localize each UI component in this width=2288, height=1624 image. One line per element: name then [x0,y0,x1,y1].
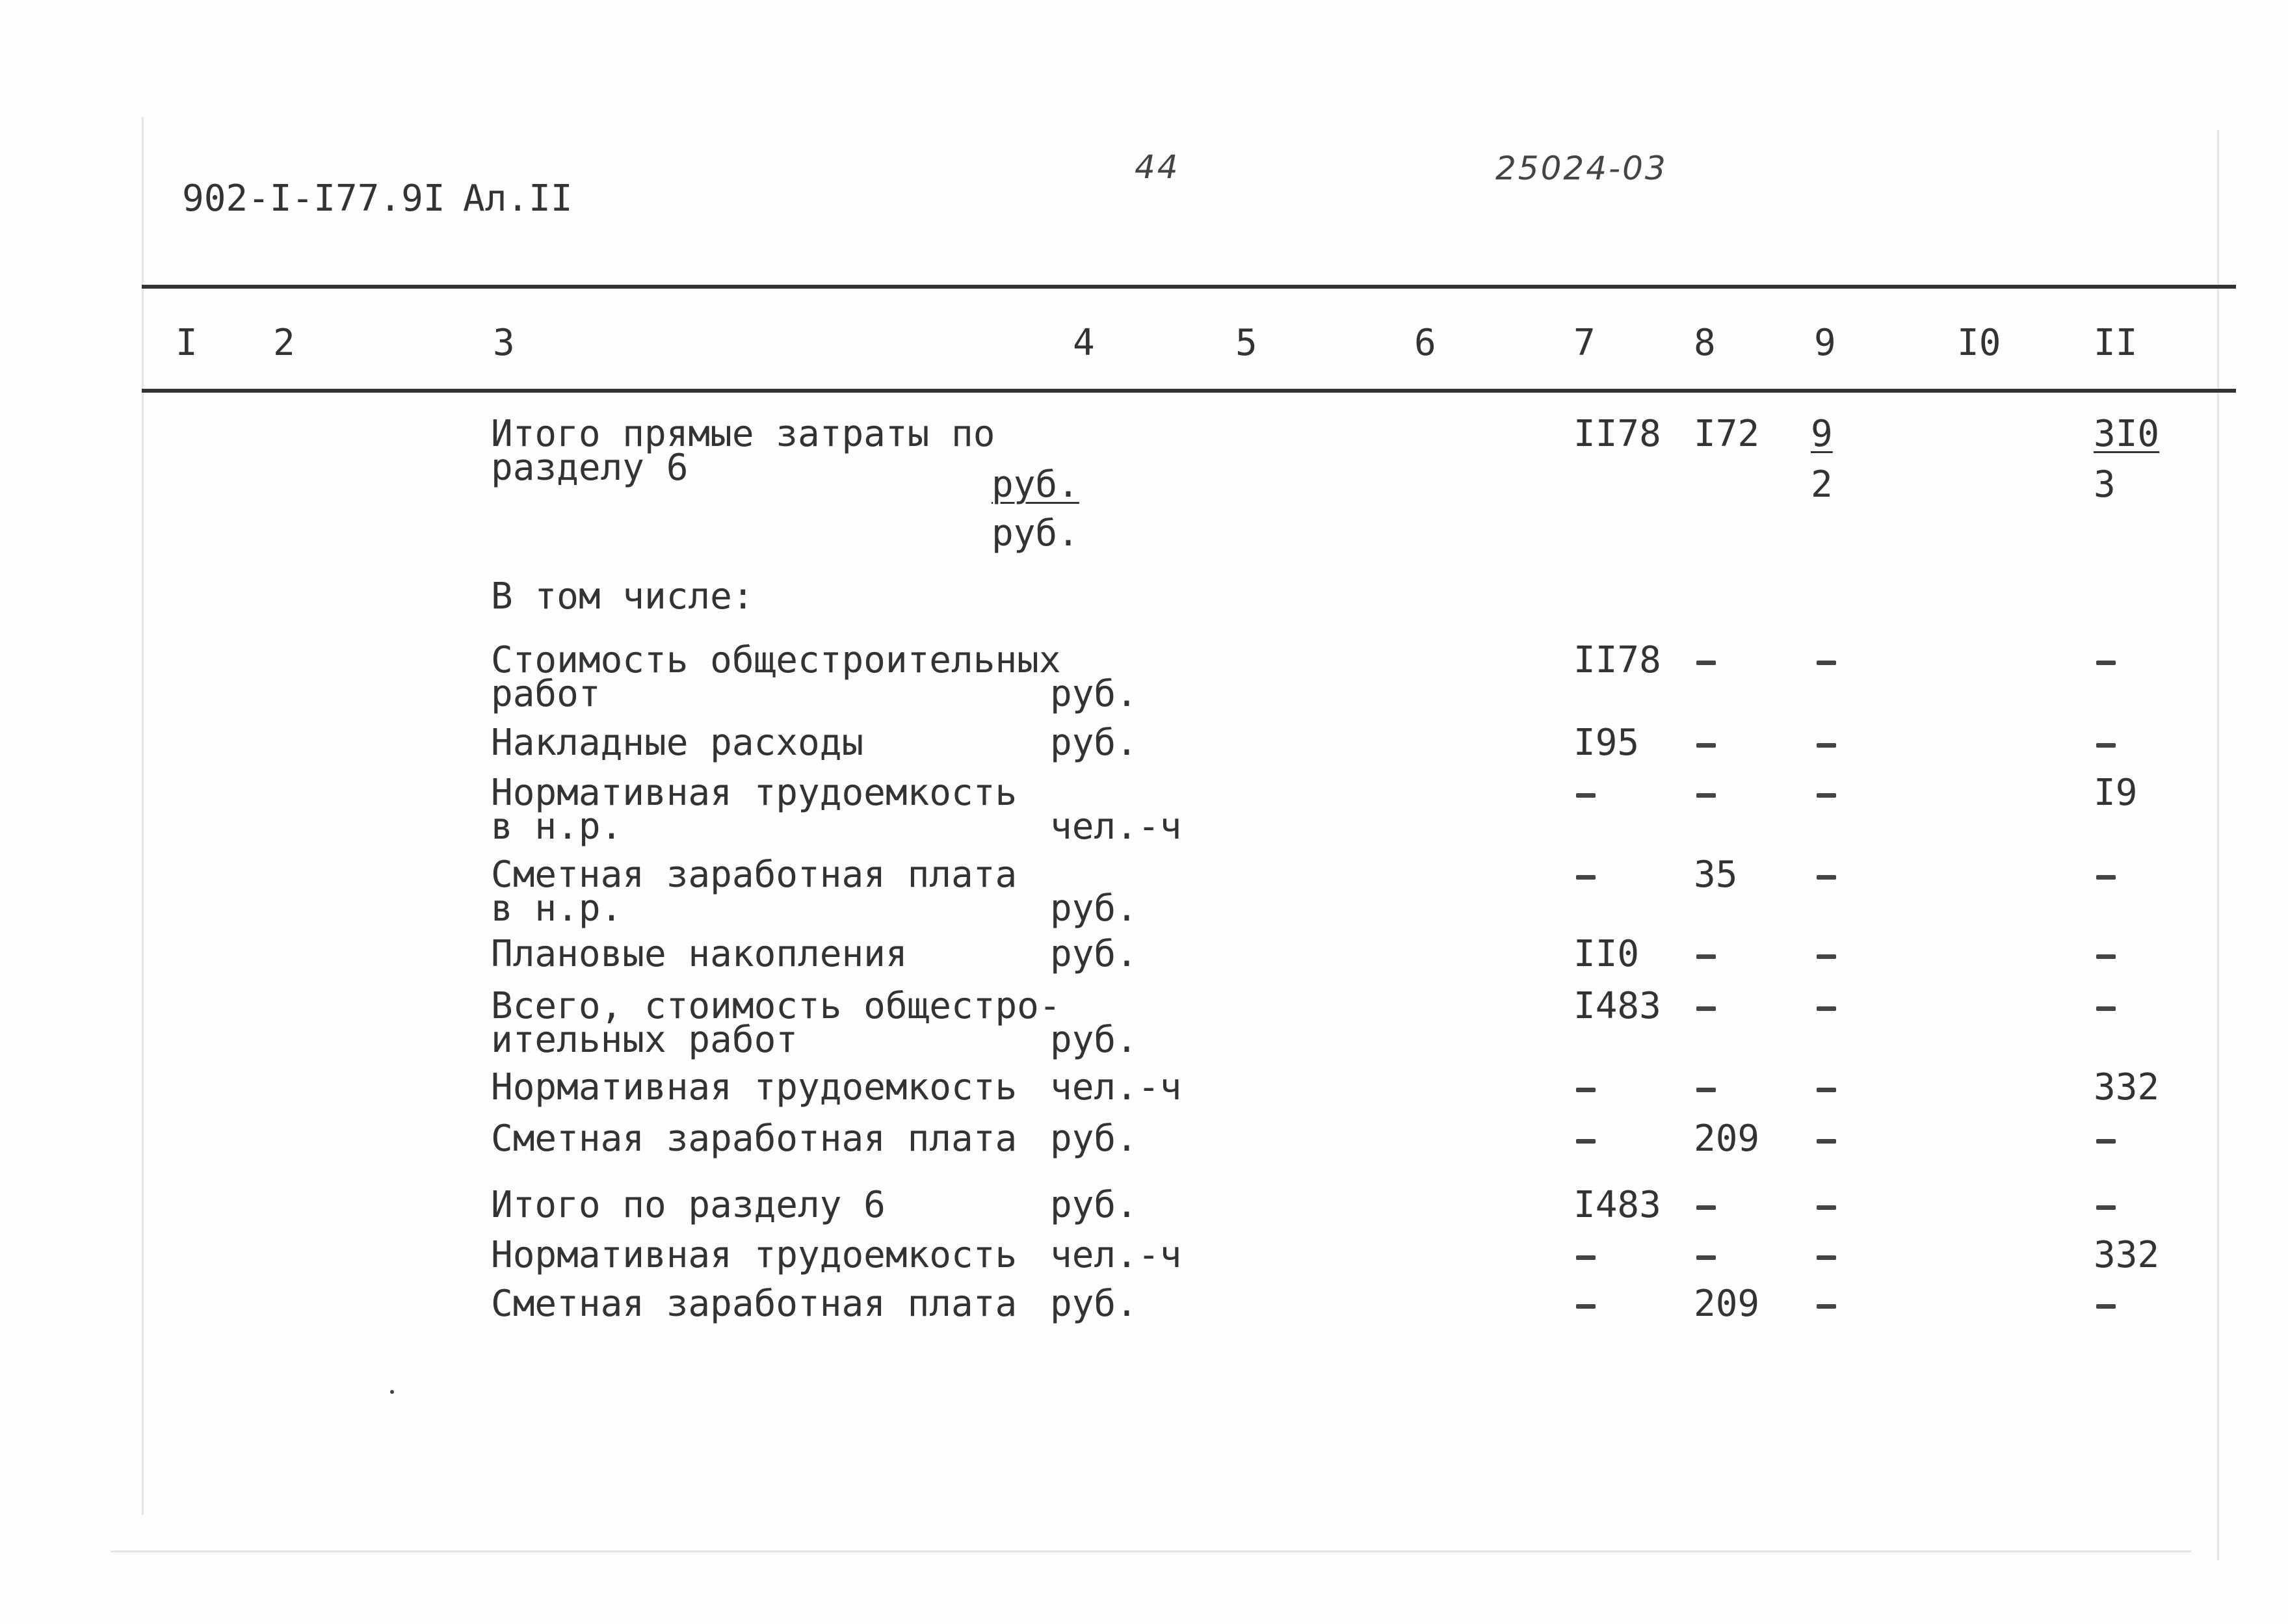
inventory-number: 25024-03 [1495,150,1668,187]
empty-dash-c11 [2096,1304,2116,1309]
row-unit: чел.-ч [1050,1066,1182,1108]
row-label-line: Сметная заработная плата [491,1283,1018,1325]
row-label-line: Сметная заработная плата [491,854,1018,896]
empty-dash-c7 [1576,1088,1596,1092]
row-unit: чел.-ч [1050,1234,1182,1276]
empty-dash-c7 [1576,1139,1596,1144]
cell-value-c7: II0 [1573,933,1640,975]
scan-speck [390,1390,394,1394]
empty-dash-c11 [2096,875,2116,880]
empty-dash-c8 [1696,793,1716,798]
cell-value-c8: 35 [1694,854,1738,896]
column-header-col-10: I0 [1957,322,2001,364]
scan-edge-right [2217,130,2219,1560]
summary-col11-bottom: 3 [2094,464,2116,506]
row-label-line: Итого по разделу 6 [491,1184,886,1226]
empty-dash-c9 [1817,743,1836,748]
row-label-line: работ [491,673,601,715]
empty-dash-c8 [1696,1088,1716,1092]
row-unit: чел.-ч [1050,805,1182,848]
column-header-col-8: 8 [1694,322,1716,364]
column-header-col-11: II [2094,322,2138,364]
cell-value-c11: I9 [2094,772,2138,814]
row-label-line: в н.р. [491,887,623,930]
empty-dash-c7 [1576,1304,1596,1309]
cell-value-c7: I483 [1573,985,1661,1027]
row-label-line: в н.р. [491,805,623,848]
row-unit: руб. [1050,1118,1138,1160]
row-unit: руб. [1050,722,1138,764]
empty-dash-c9 [1817,1304,1836,1309]
row-label-line: Плановые накопления [491,933,908,975]
row-unit: руб. [1050,673,1138,715]
empty-dash-c9 [1817,875,1836,880]
summary-label-line1: Итого прямые затраты по [491,413,995,455]
row-unit: руб. [1050,1184,1138,1226]
summary-label-line2: разделу 6 [491,447,689,489]
row-label-line: Нормативная трудоемкость [491,772,1018,814]
empty-dash-c9 [1817,661,1836,665]
cell-value-c8: 209 [1694,1118,1760,1160]
cell-value-c7: I95 [1573,722,1640,764]
cell-value-c11: 332 [2094,1234,2160,1276]
empty-dash-c11 [2096,1205,2116,1210]
empty-dash-c11 [2096,954,2116,959]
row-label-line: Стоимость общестроительных [491,639,1061,681]
sheet-label: Ал.II [463,177,573,220]
column-header-col-1: I [176,322,198,364]
summary-unit-2: руб. [992,512,1079,555]
row-label-line: Нормативная трудоемкость [491,1066,1018,1108]
summary-col9-top: 9 [1811,413,1833,455]
cell-value-c8: 209 [1694,1283,1760,1325]
row-unit: руб. [1050,1283,1138,1325]
row-unit: руб. [1050,933,1138,975]
empty-dash-c8 [1696,1006,1716,1011]
empty-dash-c8 [1696,661,1716,665]
table-header-bottom-rule [142,389,2236,393]
row-label-line: ительных работ [491,1019,798,1061]
empty-dash-c9 [1817,793,1836,798]
empty-dash-c8 [1696,1255,1716,1260]
column-header-col-9: 9 [1814,322,1836,364]
row-label-line: Нормативная трудоемкость [491,1234,1018,1276]
column-header-col-4: 4 [1073,322,1095,364]
table-top-rule [142,285,2236,289]
summary-col11-top: 3I0 [2094,413,2160,455]
column-header-col-2: 2 [273,322,295,364]
document-code: 902-I-I77.9I [182,177,445,220]
column-header-col-7: 7 [1573,322,1596,364]
empty-dash-c11 [2096,661,2116,665]
summary-col8: I72 [1694,413,1760,455]
cell-value-c7: I483 [1573,1184,1661,1226]
row-label-line: Накладные расходы [491,722,864,764]
empty-dash-c8 [1696,743,1716,748]
summary-col7: II78 [1573,413,1661,455]
empty-dash-c9 [1817,1255,1836,1260]
including-label: В том числе: [491,575,754,618]
empty-dash-c7 [1576,1255,1596,1260]
empty-dash-c7 [1576,875,1596,880]
scan-edge-bottom [111,1551,2191,1552]
empty-dash-c8 [1696,954,1716,959]
empty-dash-c11 [2096,1006,2116,1011]
row-label-line: Всего, стоимость общестро- [491,985,1061,1027]
summary-unit-1: руб. [992,464,1079,506]
page-number: 44 [1135,148,1180,186]
column-header-col-3: 3 [493,322,515,364]
empty-dash-c9 [1817,1205,1836,1210]
empty-dash-c8 [1696,1205,1716,1210]
summary-col9-bottom: 2 [1811,464,1833,506]
cell-value-c7: II78 [1573,639,1661,681]
empty-dash-c11 [2096,1139,2116,1144]
column-header-col-6: 6 [1414,322,1436,364]
row-unit: руб. [1050,1019,1138,1061]
column-header-col-5: 5 [1235,322,1257,364]
empty-dash-c9 [1817,1006,1836,1011]
cell-value-c11: 332 [2094,1066,2160,1108]
row-label-line: Сметная заработная плата [491,1118,1018,1160]
empty-dash-c9 [1817,954,1836,959]
row-unit: руб. [1050,887,1138,930]
empty-dash-c11 [2096,743,2116,748]
empty-dash-c9 [1817,1139,1836,1144]
scan-edge-left [142,117,144,1515]
empty-dash-c9 [1817,1088,1836,1092]
empty-dash-c7 [1576,793,1596,798]
